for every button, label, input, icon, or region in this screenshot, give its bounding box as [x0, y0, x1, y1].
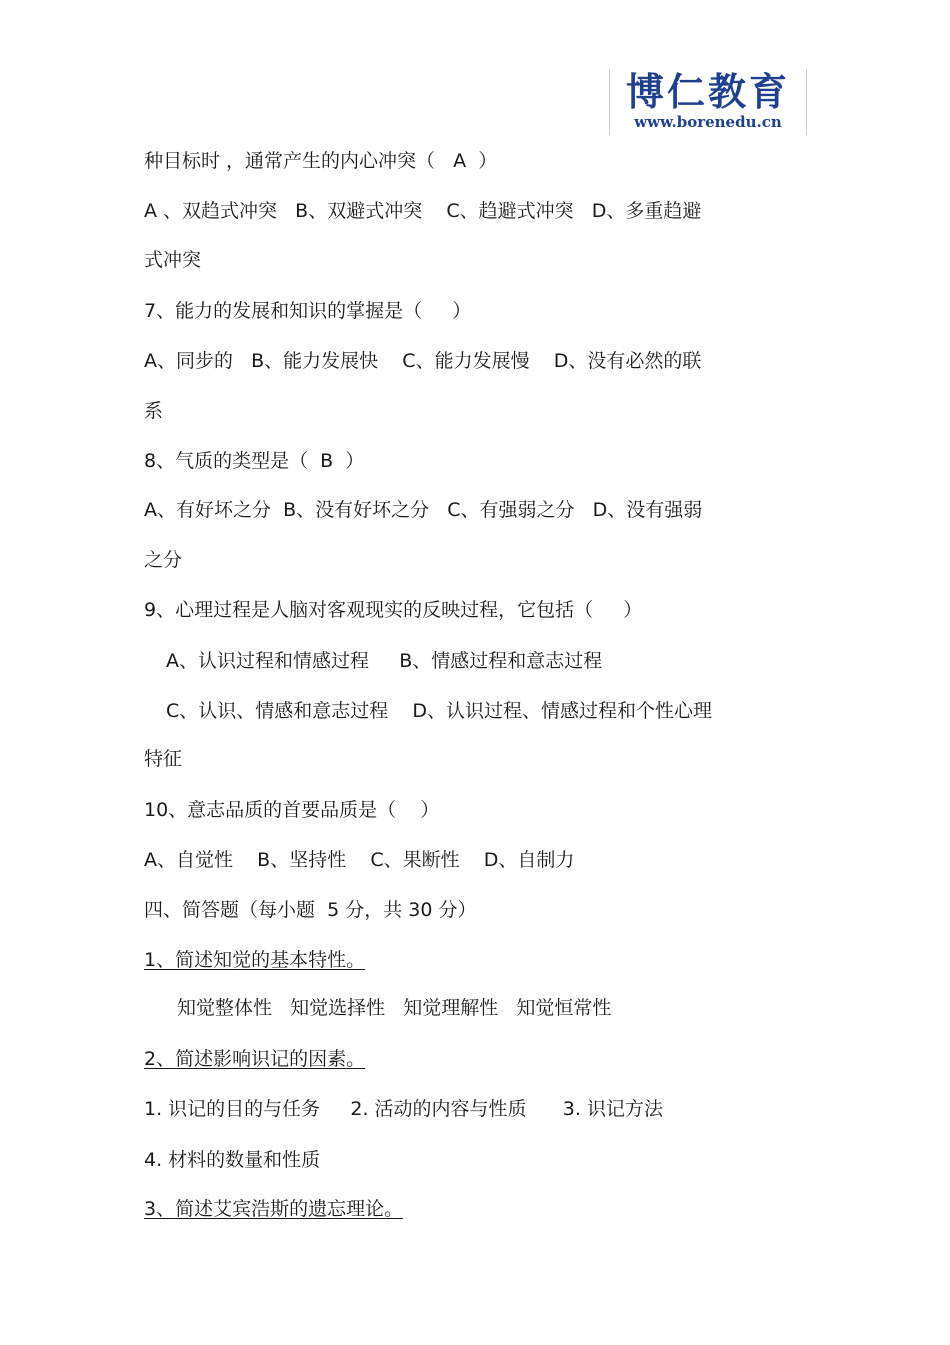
short-answer-2-answer-line1: 1. 识记的目的与任务 2. 活动的内容与性质 3. 识记方法: [144, 1098, 663, 1120]
short-answer-3-question: 3、简述艾宾浩斯的遗忘理论。: [144, 1198, 404, 1220]
q6-options-wrap: 式冲突: [144, 249, 202, 271]
logo-name: 博仁教育: [625, 69, 790, 114]
q8-options: A、有好坏之分 B、没有好坏之分 C、有强弱之分 D、没有强弱: [144, 499, 703, 521]
q7-stem: 7、能力的发展和知识的掌握是（ ）: [144, 300, 472, 322]
q6-options: A 、双趋式冲突 B、双避式冲突 C、趋避式冲突 D、多重趋避: [144, 200, 702, 222]
q9-options-wrap: 特征: [144, 748, 183, 770]
q8-options-wrap: 之分: [144, 549, 183, 571]
q7-options-wrap: 系: [144, 400, 164, 422]
short-answer-1-answer: 知觉整体性 知觉选择性 知觉理解性 知觉恒常性: [177, 997, 612, 1019]
short-answer-1-question: 1、简述知觉的基本特性。: [144, 949, 366, 971]
q10-stem: 10、意志品质的首要品质是（ ）: [144, 799, 440, 821]
q9-options-ab: A、认识过程和情感过程 B、情感过程和意志过程: [166, 650, 603, 672]
boren-education-logo: [609, 69, 807, 135]
q9-options-cd: C、认识、情感和意志过程 D、认识过程、情感过程和个性心理: [166, 700, 713, 722]
q7-options: A、同步的 B、能力发展快 C、能力发展慢 D、没有必然的联: [144, 350, 702, 372]
q6-stem-continued: 种目标时 ，通常产生的内心冲突（ A ）: [144, 150, 498, 172]
logo-url: www.borenedu.cn: [634, 113, 782, 131]
section-4-heading: 四、简答题（每小题 5 分，共 30 分）: [144, 899, 477, 921]
short-answer-2-answer-line2: 4. 材料的数量和性质: [144, 1149, 321, 1171]
short-answer-2-question: 2、简述影响识记的因素。: [144, 1048, 366, 1070]
q10-options: A、自觉性 B、坚持性 C、果断性 D、自制力: [144, 849, 575, 871]
q8-stem: 8、气质的类型是（ B ）: [144, 450, 365, 472]
q9-stem: 9、心理过程是人脑对客观现实的反映过程，它包括（ ）: [144, 599, 643, 621]
